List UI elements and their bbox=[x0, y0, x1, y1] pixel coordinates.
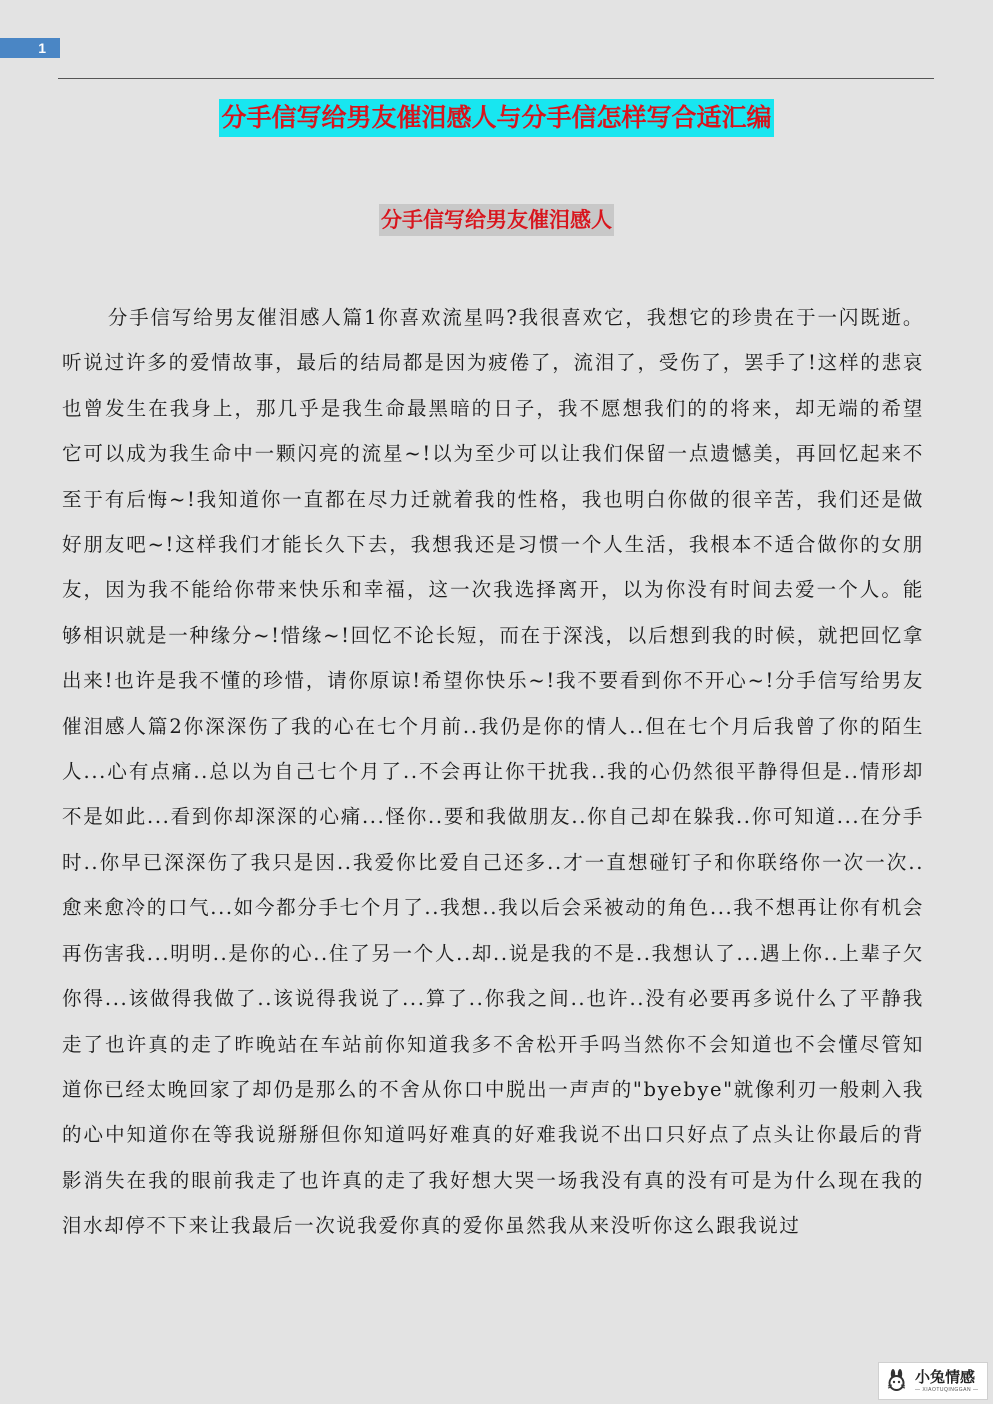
watermark-brand-en: — XIAOTUQINGGAN — bbox=[915, 1387, 979, 1393]
rabbit-logo-icon bbox=[883, 1367, 911, 1395]
site-watermark bbox=[878, 1362, 988, 1400]
watermark-brand bbox=[915, 1368, 979, 1394]
document-title bbox=[0, 96, 993, 137]
section-heading bbox=[0, 204, 993, 236]
section-heading-text: 分手信写给男友催泪感人 bbox=[379, 204, 614, 236]
document-title-text: 分手信写给男友催泪感人与分手信怎样写合适汇编 bbox=[219, 99, 773, 137]
page-number: 1 bbox=[0, 38, 60, 58]
body-paragraph: 分手信写给男友催泪感人篇1你喜欢流星吗?我很喜欢它，我想它的珍贵在于一闪既逝。听说过许多的爱情故事，最后的结局都是因为疲倦了，流泪了，受伤了，罢手了!这样的悲哀也曾发生在我身上，那几乎是我生命最黑暗的日子，我不愿想我们的的将来，却无端的希望它可以成为我生命中一颗闪亮的流星~!以为至少可以让我们保留一点遗憾美，再回忆起来不至于有后悔~!我知道你一直都在尽力迁就着我的性格，我也明白你做的很辛苦，我们还是做好朋友吧~!这样我们才能长久下去，我想我还是习惯一个人生活，我根本不适合做你的女朋友，因为我不能给你带来快乐和幸福，这一次我选择离开，以为你没有时间去爱一个人。能够相识就是一种缘分~!惜缘~!回忆不论长短，而在于深浅，以后想到我的时候，就把回忆拿出来!也许是我不懂的珍惜，请你原谅!希望你快乐~!我不要看到你不开心~!分手信写给男友催泪感人篇2你深深伤了我的心在七个月前..我仍是你的情人..但在七个月后我曾了你的陌生人...心有点痛..总以为自己七个月了..不会再让你干扰我..我的心仍然很平静得但是..情形却不是如此...看到你却深深的心痛...怪你..要和我做朋友..你自己却在躲我..你可知道...在分手时..你早已深深伤了我只是因..我爱你比爱自己还多..才一直想碰钉子和你联络你一次一次..愈来愈冷的口气...如今都分手七个月了..我想..我以后会采被动的角色...我不想再让你有机会再伤害我...明明..是你的心..住了另一个人..却..说是我的不是..我想认了...遇上你..上辈子欠你得...该做得我做了..该说得我说了...算了..你我之间..也许..没有必要再多说什么了平静我走了也许真的走了昨晚站在车站前你知道我多不舍松开手吗当然你不会知道也不会懂尽管知道你已经太晚回家了却仍是那么的不舍从你口中脱出一声声的"byebye"就像利刃一般刺入我的心中知道你在等我说掰掰但你知道吗好难真的好难我说不出口只好点了点头让你最后的背影消失在我的眼前我走了也许真的走了我好想大哭一场我没有真的没有可是为什么现在我的泪水却停不下来让我最后一次说我爱你真的爱你虽然我从来没听你这么跟我说过 bbox=[62, 306, 924, 1238]
watermark-brand-cn: 小兔情感 bbox=[915, 1368, 976, 1386]
header-divider bbox=[58, 78, 934, 79]
